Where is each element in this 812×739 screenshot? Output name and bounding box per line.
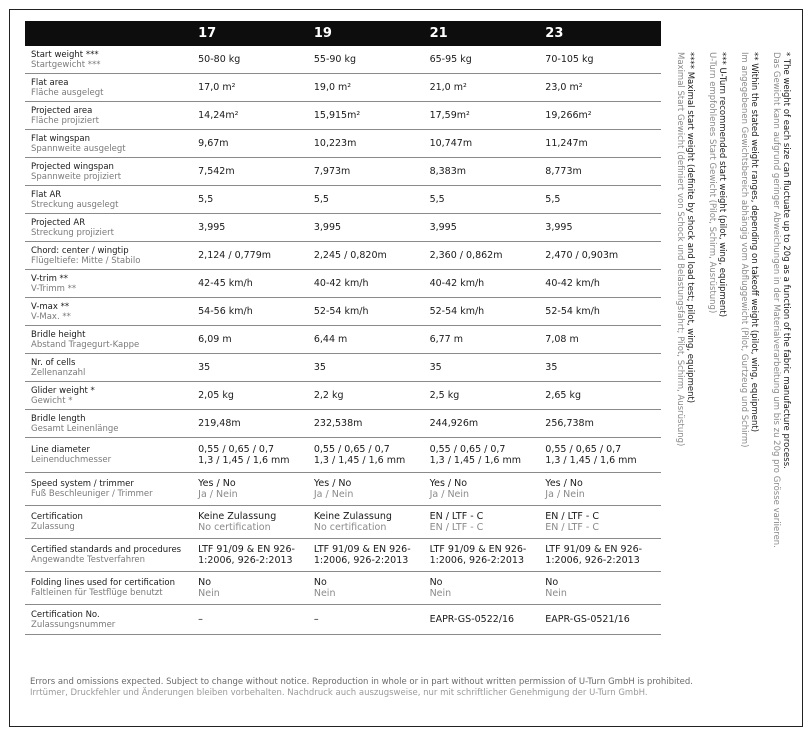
row-label-de: Flügeltiefe: Mitte / Stabilo (31, 255, 141, 266)
footnote-4 (675, 52, 695, 446)
row-value: 8,383m (429, 166, 467, 177)
row-value-cell (314, 506, 430, 538)
header-size-21: 21 (429, 26, 448, 41)
row-value: 6,09 m (198, 334, 232, 345)
row-value-cell (314, 473, 430, 505)
row-value-cell (314, 186, 430, 213)
disclaimer-en: Errors and omissions expected. Subject to change without notice. Reproduction in whole or in part without written permission of U-Turn GmbH is prohibited. (30, 677, 694, 687)
row-value-cell (430, 326, 546, 353)
row-value-cell (545, 326, 661, 353)
row-value-cell (545, 572, 661, 604)
row-value: 1:2006, 926-2:2013 (429, 555, 525, 566)
row-value-cell (314, 46, 430, 73)
row-value-cell (198, 326, 314, 353)
row-label-de: Zulassungsnummer (31, 619, 116, 630)
footnote-4-de: Maximal Start Gewicht (definiert von Schock und Belastungsfahrt; Pilot, Schirm, Ausrüstung) (675, 52, 685, 447)
row-value: LTF 91/09 & EN 926- (198, 544, 295, 555)
row-value: 256,738m (545, 418, 594, 429)
row-label-de: Zulassung (31, 522, 75, 532)
row-value: 7,542m (198, 166, 235, 177)
row-label-de: Gesamt Leinenlänge (31, 423, 119, 434)
footnote-3-de: U-Turn empfohlenes Start Gewicht (Pilot, Schirm, Ausrüstung) (707, 52, 717, 314)
row-value: No certification (198, 522, 271, 533)
table-row (25, 270, 661, 298)
row-value-cell (198, 354, 314, 381)
row-value: Keine Zulassung (313, 511, 392, 522)
row-value-cell (198, 158, 314, 185)
row-value-cell (198, 539, 314, 571)
table-row (25, 242, 661, 270)
row-value: 35 (545, 362, 558, 373)
row-value: 0,55 / 0,65 / 0,7 (429, 444, 506, 455)
table-body (25, 46, 661, 635)
row-value: No (313, 577, 327, 588)
footnote-3-en: *** U-Turn recommended start weight (pilot, wing, equipment) (717, 52, 727, 318)
footnote-1-en: * The weight of each size can fluctuate up to 20g as a function of the fabric manufacture process. (781, 52, 791, 469)
row-value: 40-42 km/h (429, 278, 485, 289)
disclaimer-de: Irrtümer, Druckfehler und Änderungen bleiben vorbehalten. Nachdruck auch auszugsweise, nur mit schriftlicher Genehmigung der U-Turn GmbH. (30, 688, 648, 698)
row-value: 17,0 m² (198, 82, 236, 93)
table-row (25, 158, 661, 186)
row-value: 2,65 kg (545, 390, 582, 401)
row-value-cell (430, 473, 546, 505)
row-value: EN / LTF - C (545, 522, 599, 533)
row-value: Yes / No (545, 478, 583, 489)
row-value-cell (545, 186, 661, 213)
row-value: 219,48m (198, 418, 241, 429)
row-value: 10,223m (313, 138, 357, 149)
row-value: 17,59m² (429, 110, 470, 121)
row-value-cell (545, 102, 661, 129)
table-row (25, 539, 661, 572)
row-value: 1,3 / 1,45 / 1,6 mm (313, 455, 406, 466)
row-label-en: V-trim ** (31, 273, 69, 284)
row-label (25, 46, 198, 73)
row-label-de: Faltleinen für Testflüge benutzt (31, 588, 163, 598)
row-label (25, 605, 198, 634)
row-value: Yes / No (429, 478, 468, 489)
row-value-cell (314, 158, 430, 185)
row-value: 0,55 / 0,65 / 0,7 (545, 444, 622, 455)
footnotes (675, 52, 795, 692)
footnote-2 (739, 52, 759, 447)
row-value-cell (314, 298, 430, 325)
row-value-cell (545, 158, 661, 185)
row-value-cell (314, 214, 430, 241)
row-label-en: Projected area (31, 105, 93, 116)
row-value: EAPR-GS-0521/16 (545, 614, 630, 625)
row-value: 5,5 (429, 194, 445, 205)
table-row (25, 46, 661, 74)
table-row (25, 410, 661, 438)
row-value: 35 (313, 362, 326, 373)
row-label-de: Fläche projiziert (31, 115, 99, 126)
row-label-de: Streckung ausgelegt (31, 199, 119, 210)
row-label-de: Fuß Beschleuniger / Trimmer (31, 489, 153, 499)
row-value-cell (430, 74, 546, 101)
row-label-de: Streckung projiziert (31, 227, 114, 238)
row-value: – (198, 614, 203, 625)
row-value: 2,245 / 0,820m (313, 250, 387, 261)
row-value: Nein (313, 588, 336, 599)
row-value: 5,5 (313, 194, 329, 205)
footnote-1-de: Das Gewicht kann aufgrund geringer Abweichungen in der Materialverarbeitung um bis zu 20g pro Grösse variieren. (771, 52, 781, 548)
row-value-cell (545, 214, 661, 241)
row-label-en: Bridle length (31, 413, 86, 424)
row-label (25, 298, 198, 325)
row-value: No certification (313, 522, 387, 533)
row-value: 40-42 km/h (545, 278, 600, 289)
row-value-cell (314, 382, 430, 409)
row-value-cell (430, 539, 546, 571)
row-value: 5,5 (198, 194, 214, 205)
row-value: 1:2006, 926-2:2013 (313, 555, 409, 566)
row-value-cell (314, 438, 430, 472)
row-value-cell (198, 605, 314, 634)
row-value: 54-56 km/h (198, 306, 253, 317)
row-value: EN / LTF - C (429, 522, 484, 533)
row-label (25, 326, 198, 353)
row-value-cell (545, 74, 661, 101)
row-value: 23,0 m² (545, 82, 583, 93)
row-label-de: V-Max. ** (31, 311, 71, 322)
row-value-cell (545, 605, 661, 634)
row-value: 6,44 m (313, 334, 348, 345)
row-value: No (429, 577, 443, 588)
row-value-cell (430, 354, 546, 381)
row-value: 19,266m² (545, 110, 592, 121)
row-value: – (313, 614, 319, 625)
table-row (25, 572, 661, 605)
row-label-de: Gewicht * (31, 395, 73, 406)
row-label (25, 130, 198, 157)
row-value: Nein (545, 588, 567, 599)
row-label (25, 473, 198, 505)
row-value: 1:2006, 926-2:2013 (198, 555, 293, 566)
row-value: 3,995 (545, 222, 573, 233)
row-label-en: Certified standards and procedures (31, 545, 182, 555)
row-value-cell (545, 130, 661, 157)
row-value-cell (198, 438, 314, 472)
row-value-cell (198, 506, 314, 538)
row-value: Nein (429, 588, 452, 599)
row-label-en: Certification No. (31, 609, 100, 620)
row-value-cell (545, 270, 661, 297)
row-label-de: Fläche ausgelegt (31, 87, 104, 98)
row-value: No (545, 577, 559, 588)
row-label-de: Leinenduchmesser (31, 455, 112, 465)
header-size-17: 17 (198, 26, 217, 41)
table-row (25, 326, 661, 354)
row-value: 14,24m² (198, 110, 239, 121)
row-value: 244,926m (429, 418, 479, 429)
row-value: 2,360 / 0,862m (429, 250, 503, 261)
row-value: 8,773m (545, 166, 582, 177)
row-label-en: Nr. of cells (31, 357, 76, 368)
row-value: 2,5 kg (429, 390, 460, 401)
row-label (25, 539, 198, 571)
row-value: 19,0 m² (313, 82, 352, 93)
row-value-cell (545, 354, 661, 381)
row-value-cell (198, 242, 314, 269)
row-value-cell (430, 214, 546, 241)
row-label-en: V-max ** (31, 301, 70, 312)
row-value-cell (314, 74, 430, 101)
row-value-cell (314, 270, 430, 297)
row-value: 50-80 kg (198, 54, 241, 65)
row-label-en: Flat AR (31, 189, 62, 200)
table-header (25, 21, 661, 46)
table-row (25, 74, 661, 102)
row-label-de: Startgewicht *** (31, 59, 101, 70)
row-value-cell (430, 158, 546, 185)
row-value: 65-95 kg (429, 54, 472, 65)
row-value-cell (198, 46, 314, 73)
row-value: 55-90 kg (313, 54, 357, 65)
row-label (25, 572, 198, 604)
table-row (25, 473, 661, 506)
spec-table (25, 21, 661, 635)
row-value-cell (430, 572, 546, 604)
header-blank (25, 21, 198, 46)
row-value: 10,747m (429, 138, 473, 149)
table-row (25, 354, 661, 382)
row-value: 0,55 / 0,65 / 0,7 (198, 444, 275, 455)
row-value: Yes / No (313, 478, 352, 489)
row-value: Nein (198, 588, 220, 599)
table-row (25, 186, 661, 214)
row-label (25, 410, 198, 437)
row-value: Ja / Nein (429, 489, 470, 500)
row-value: LTF 91/09 & EN 926- (429, 544, 527, 555)
row-label-de: Zellenanzahl (31, 367, 86, 378)
row-value-cell (430, 298, 546, 325)
row-value-cell (545, 506, 661, 538)
table-row (25, 382, 661, 410)
table-row (25, 438, 661, 473)
row-label-en: Flat area (31, 77, 69, 88)
row-value: 2,470 / 0,903m (545, 250, 619, 261)
row-value-cell (314, 130, 430, 157)
row-value: 11,247m (545, 138, 588, 149)
table-row (25, 102, 661, 130)
row-value-cell (198, 102, 314, 129)
row-label-en: Start weight *** (31, 49, 99, 60)
row-label (25, 242, 198, 269)
table-row (25, 605, 661, 635)
row-label-en: Bridle height (31, 329, 86, 340)
row-value-cell (430, 506, 546, 538)
row-value: 21,0 m² (429, 82, 467, 93)
row-value-cell (545, 438, 661, 472)
row-value: 40-42 km/h (313, 278, 369, 289)
row-value: 1,3 / 1,45 / 1,6 mm (429, 455, 521, 466)
row-value: EAPR-GS-0522/16 (429, 614, 515, 625)
row-value-cell (198, 270, 314, 297)
row-value-cell (314, 326, 430, 353)
row-value: Yes / No (198, 478, 236, 489)
row-value: EN / LTF - C (545, 511, 599, 522)
footnote-4-en: **** Maximal start weight (definite by shock and load test; pilot, wing, equipment) (685, 52, 695, 404)
row-value-cell (314, 605, 430, 634)
row-value-cell (430, 382, 546, 409)
row-value: 3,995 (429, 222, 457, 233)
footnote-2-en: ** Within the stated weight ranges, depending on takeoff weight (pilot, wing, equipment) (749, 52, 759, 433)
row-value-cell (314, 539, 430, 571)
row-value: 52-54 km/h (429, 306, 485, 317)
row-label (25, 506, 198, 538)
row-value: Ja / Nein (313, 489, 354, 500)
row-value: 6,77 m (429, 334, 464, 345)
row-label (25, 438, 198, 472)
row-label-en: Speed system / trimmer (31, 479, 134, 489)
row-value-cell (545, 473, 661, 505)
row-value: 70-105 kg (545, 54, 594, 65)
row-label-en: Folding lines used for certification (31, 578, 176, 588)
row-value-cell (545, 46, 661, 73)
row-value: 15,915m² (313, 110, 361, 121)
header-size-19: 19 (313, 26, 332, 41)
footnote-3 (707, 52, 727, 317)
row-value: 7,08 m (545, 334, 579, 345)
table-row (25, 214, 661, 242)
row-value-cell (545, 382, 661, 409)
row-value: No (198, 577, 212, 588)
row-value-cell (198, 473, 314, 505)
row-value: EN / LTF - C (429, 511, 484, 522)
row-value: 2,05 kg (198, 390, 234, 401)
row-label-en: Projected wingspan (31, 161, 114, 172)
row-value: 0,55 / 0,65 / 0,7 (313, 444, 390, 455)
footer-disclaimer (30, 677, 694, 699)
row-label (25, 102, 198, 129)
row-value-cell (198, 130, 314, 157)
row-value: 9,67m (198, 138, 229, 149)
row-value: 3,995 (198, 222, 226, 233)
row-value: 52-54 km/h (313, 306, 369, 317)
row-value: 5,5 (545, 194, 561, 205)
row-value: 2,2 kg (313, 390, 344, 401)
row-value-cell (430, 130, 546, 157)
row-label-en: Certification (31, 512, 83, 522)
row-label-en: Flat wingspan (31, 133, 91, 144)
row-value-cell (545, 410, 661, 437)
header-size-23: 23 (545, 26, 564, 41)
row-value-cell (314, 410, 430, 437)
row-value-cell (314, 354, 430, 381)
row-value: 3,995 (313, 222, 342, 233)
row-value-cell (430, 46, 546, 73)
row-value-cell (198, 382, 314, 409)
row-value-cell (198, 298, 314, 325)
row-value-cell (314, 242, 430, 269)
row-value-cell (430, 605, 546, 634)
row-value: 35 (198, 362, 211, 373)
row-value-cell (430, 438, 546, 472)
row-label (25, 186, 198, 213)
row-value-cell (545, 242, 661, 269)
row-value: LTF 91/09 & EN 926- (545, 544, 643, 555)
row-value: 2,124 / 0,779m (198, 250, 272, 261)
row-label-en: Glider weight * (31, 385, 95, 396)
row-label (25, 382, 198, 409)
row-value: 1:2006, 926-2:2013 (545, 555, 640, 566)
row-label (25, 214, 198, 241)
row-value: 7,973m (313, 166, 351, 177)
row-value-cell (545, 539, 661, 571)
row-label-de: Spannweite ausgelegt (31, 143, 126, 154)
row-label (25, 270, 198, 297)
table-row (25, 298, 661, 326)
row-value: 1,3 / 1,45 / 1,6 mm (198, 455, 290, 466)
row-value-cell (198, 74, 314, 101)
row-label-en: Chord: center / wingtip (31, 245, 129, 256)
table-row (25, 506, 661, 539)
row-label-en: Line diameter (31, 445, 90, 455)
row-value: 1,3 / 1,45 / 1,6 mm (545, 455, 637, 466)
row-value: 42-45 km/h (198, 278, 253, 289)
row-value-cell (198, 186, 314, 213)
table-row (25, 130, 661, 158)
row-value: Ja / Nein (545, 489, 585, 500)
row-value: 35 (429, 362, 442, 373)
row-value-cell (430, 186, 546, 213)
row-value-cell (430, 410, 546, 437)
row-label (25, 158, 198, 185)
row-value: 52-54 km/h (545, 306, 600, 317)
row-value-cell (430, 270, 546, 297)
row-value: Keine Zulassung (198, 511, 277, 522)
row-label-en: Projected AR (31, 217, 86, 228)
row-value: 232,538m (313, 418, 363, 429)
row-label (25, 354, 198, 381)
row-value-cell (430, 242, 546, 269)
footnote-2-de: Im angegebenen Gewichtsbereich abhängig vom Abfluggewicht (Pilot, Gurtzeug und Schirm) (739, 52, 749, 448)
row-label (25, 74, 198, 101)
row-value: Ja / Nein (198, 489, 238, 500)
row-value-cell (545, 298, 661, 325)
row-value-cell (198, 572, 314, 604)
row-value-cell (198, 410, 314, 437)
row-value-cell (430, 102, 546, 129)
row-value-cell (314, 572, 430, 604)
row-label-de: V-Trimm ** (31, 283, 77, 294)
row-value-cell (314, 102, 430, 129)
row-value-cell (198, 214, 314, 241)
row-value: LTF 91/09 & EN 926- (313, 544, 411, 555)
row-label-de: Angewandte Testverfahren (31, 555, 146, 565)
row-label-de: Abstand Tragegurt-Kappe (31, 339, 140, 350)
footnote-1 (771, 52, 791, 548)
row-label-de: Spannweite projiziert (31, 171, 122, 182)
